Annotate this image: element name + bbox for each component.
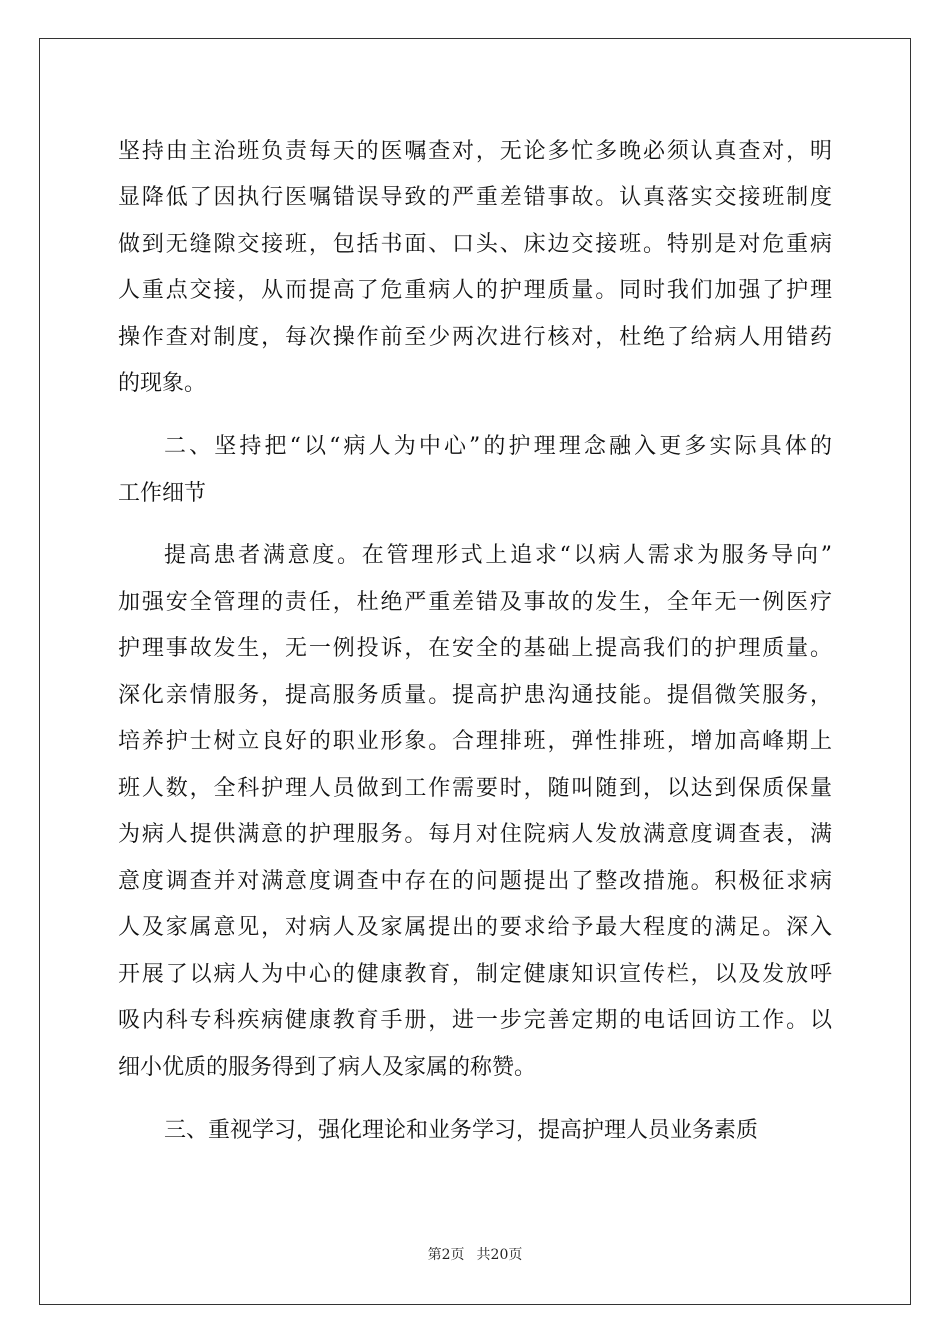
page-total: 共20页 [476,1247,523,1263]
paragraph-line: 细小优质的服务得到了病人及家属的称赞。 [118,1055,537,1080]
paragraph-line: 操作查对制度，每次操作前至少两次进行核对，杜绝了给病人用错药 [118,325,832,350]
paragraph-line: 人及家属意见，对病人及家属提出的要求给予最大程度的满足。深入 [118,915,832,940]
paragraph-line: 吸内科专科疾病健康教育手册，进一步完善定期的电话回访工作。以 [118,1008,832,1033]
section-heading-line: 二、坚持把“以“病人为中心”的护理理念融入更多实际具体的 [164,434,832,459]
page-footer [0,1246,950,1264]
section-heading-line: 工作细节 [118,481,207,506]
paragraph-line: 培养护士树立良好的职业形象。合理排班，弹性排班，增加高峰期上 [118,729,832,754]
paragraph-line: 意度调查并对满意度调查中存在的问题提出了整改措施。积极征求病 [118,869,832,894]
paragraph-line: 的现象。 [118,371,207,396]
paragraph-line: 护理事故发生，无一例投诉，在安全的基础上提高我们的护理质量。 [118,636,832,661]
section-heading-line: 三、重视学习，强化理论和业务学习，提高护理人员业务素质 [164,1118,759,1143]
paragraph-line: 坚持由主治班负责每天的医嘱查对，无论多忙多晚必须认真查对，明 [118,139,832,164]
paragraph-line: 做到无缝隙交接班，包括书面、口头、床边交接班。特别是对危重病 [118,232,832,257]
paragraph-line: 开展了以病人为中心的健康教育，制定健康知识宣传栏，以及发放呼 [118,962,832,987]
paragraph-line: 为病人提供满意的护理服务。每月对住院病人发放满意度调查表，满 [118,822,832,847]
paragraph-line: 深化亲情服务，提高服务质量。提高护患沟通技能。提倡微笑服务， [118,683,832,708]
paragraph-line: 提高患者满意度。在管理形式上追求“以病人需求为服务导向” [164,543,832,568]
paragraph-line: 班人数，全科护理人员做到工作需要时，随叫随到，以达到保质保量 [118,776,832,801]
paragraph-line: 加强安全管理的责任，杜绝严重差错及事故的发生，全年无一例医疗 [118,590,832,615]
paragraph-line: 显降低了因执行医嘱错误导致的严重差错事故。认真落实交接班制度 [118,185,832,210]
page-number: 第2页 [427,1247,465,1263]
paragraph-line: 人重点交接，从而提高了危重病人的护理质量。同时我们加强了护理 [118,278,832,303]
